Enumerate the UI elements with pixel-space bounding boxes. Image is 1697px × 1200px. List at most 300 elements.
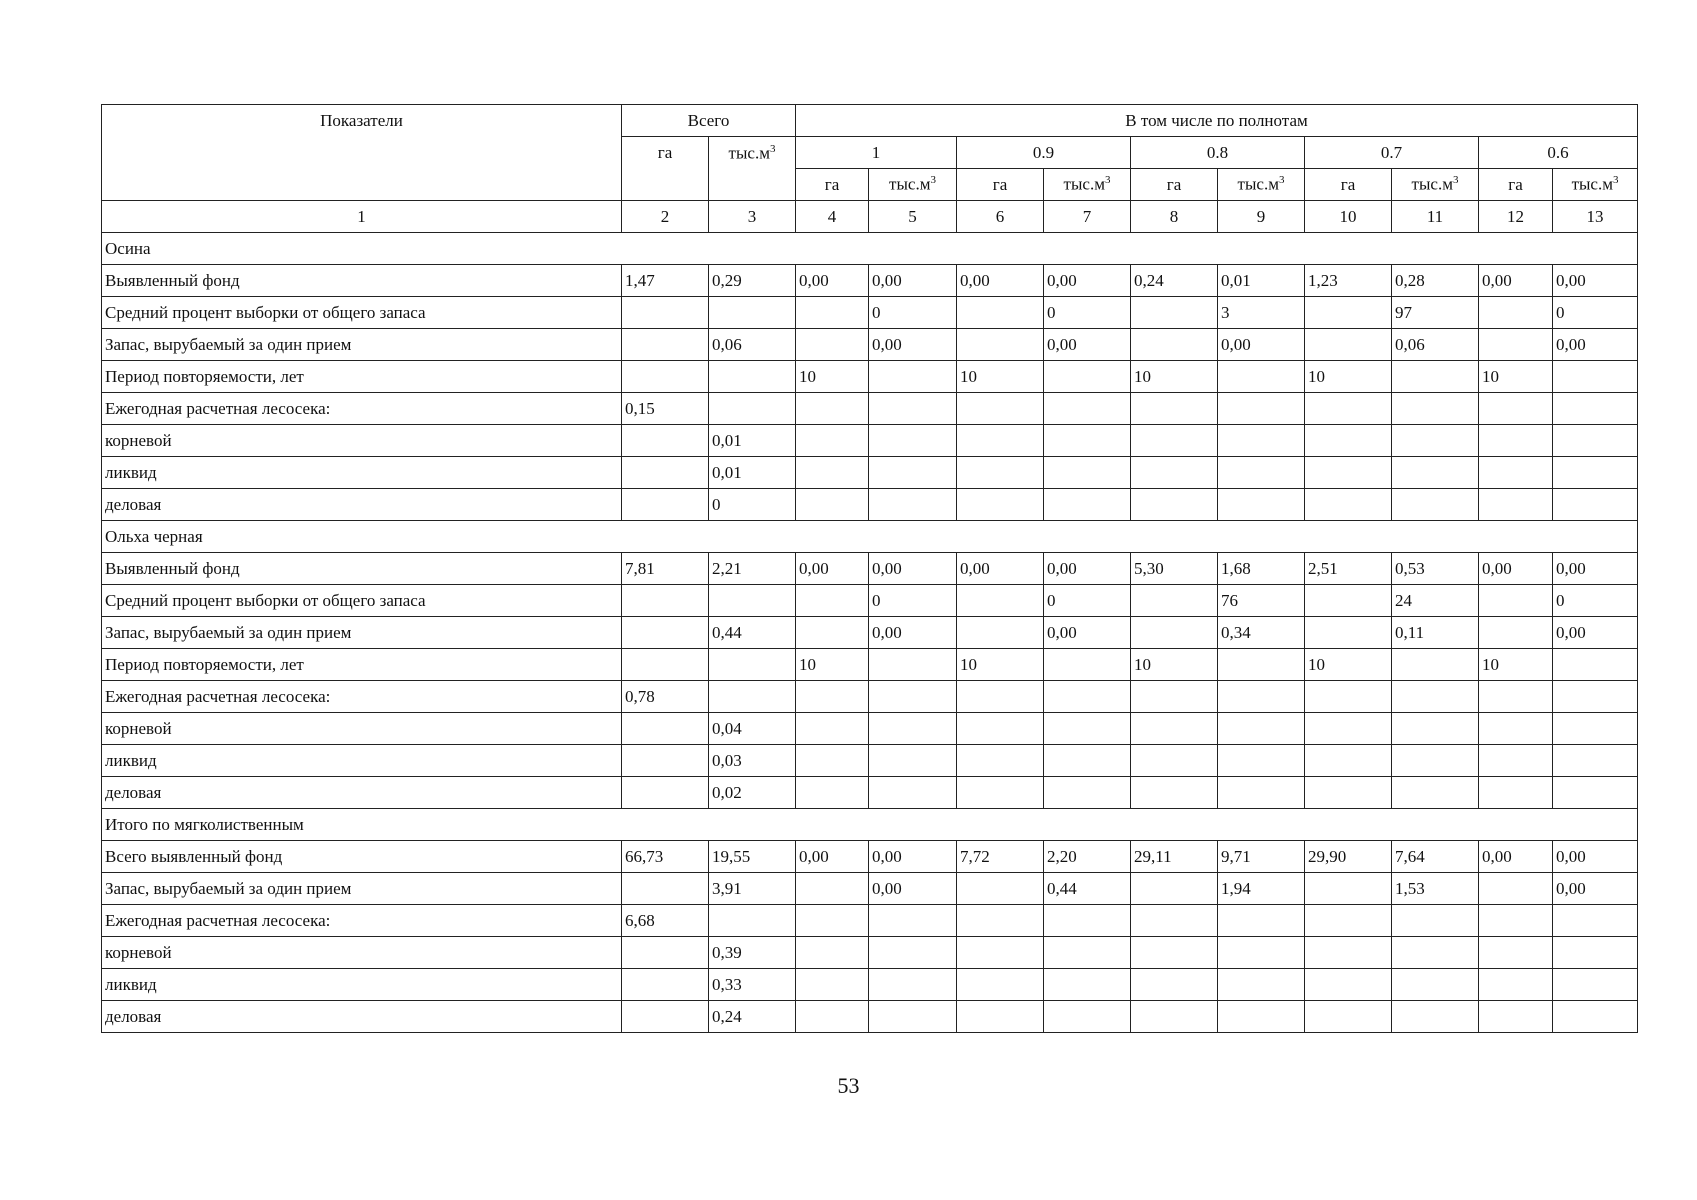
header-indicators: Показатели: [102, 105, 622, 201]
table-cell: 0,01: [1218, 265, 1305, 297]
table-cell: [1305, 937, 1392, 969]
table-cell: [1479, 681, 1553, 713]
table-cell: [1392, 457, 1479, 489]
table-cell: 1,23: [1305, 265, 1392, 297]
table-cell: [1479, 457, 1553, 489]
table-cell: [1553, 745, 1638, 777]
table-cell: [1218, 393, 1305, 425]
unit-vol: $тыс.м^3$: [1044, 169, 1131, 201]
table-cell: [1131, 585, 1218, 617]
table-cell: [1553, 457, 1638, 489]
table-cell: [1305, 393, 1392, 425]
table-cell: [1044, 489, 1131, 521]
table-cell: [709, 649, 796, 681]
table-row: [102, 361, 1638, 393]
table-cell: [1553, 361, 1638, 393]
table-cell: [1479, 905, 1553, 937]
table-cell: [709, 393, 796, 425]
table-cell: 7,72: [957, 841, 1044, 873]
table-cell: [869, 489, 957, 521]
table-cell: [1218, 361, 1305, 393]
table-cell: [1218, 777, 1305, 809]
row-label: Выявленный фонд: [102, 265, 622, 297]
section-row: [102, 521, 1638, 553]
table-cell: [796, 937, 869, 969]
table-cell: [1479, 393, 1553, 425]
table-cell: [1044, 649, 1131, 681]
table-cell: [622, 489, 709, 521]
table-cell: 29,11: [1131, 841, 1218, 873]
unit-vol: $тыс.м^3$: [869, 169, 957, 201]
table-cell: 0: [1553, 297, 1638, 329]
table-cell: [1305, 585, 1392, 617]
table-cell: [1392, 777, 1479, 809]
table-cell: 3,91: [709, 873, 796, 905]
table-cell: 0,00: [1553, 841, 1638, 873]
table-cell: 0,33: [709, 969, 796, 1001]
table-cell: [1392, 969, 1479, 1001]
table-cell: [622, 777, 709, 809]
table-row: [102, 553, 1638, 585]
table-cell: [1131, 425, 1218, 457]
row-label: Ежегодная расчетная лесосека:: [102, 393, 622, 425]
section-row: [102, 233, 1638, 265]
table-cell: [796, 745, 869, 777]
row-label: Средний процент выборки от общего запаса: [102, 297, 622, 329]
table-cell: [1305, 713, 1392, 745]
row-label: деловая: [102, 489, 622, 521]
table-row: [102, 873, 1638, 905]
unit-ha: га: [957, 169, 1044, 201]
table-cell: [796, 329, 869, 361]
table-cell: 0,44: [1044, 873, 1131, 905]
table-cell: [957, 681, 1044, 713]
table-cell: [1553, 681, 1638, 713]
table-cell: [796, 489, 869, 521]
table-cell: [1479, 777, 1553, 809]
table-cell: [1392, 649, 1479, 681]
table-cell: [869, 457, 957, 489]
table-cell: [1218, 713, 1305, 745]
table-cell: 0: [1044, 585, 1131, 617]
column-number: 2: [622, 201, 709, 233]
table-cell: [1553, 713, 1638, 745]
table-cell: [1218, 937, 1305, 969]
table-cell: [1305, 297, 1392, 329]
table-cell: 10: [1305, 649, 1392, 681]
table-row: [102, 1001, 1638, 1033]
table-cell: [957, 617, 1044, 649]
table-row: [102, 297, 1638, 329]
row-label: ликвид: [102, 969, 622, 1001]
table-cell: [869, 969, 957, 1001]
table-row: [102, 841, 1638, 873]
table-cell: [957, 969, 1044, 1001]
table-cell: [709, 361, 796, 393]
table-cell: 0: [869, 585, 957, 617]
table-cell: [1553, 649, 1638, 681]
table-cell: [796, 681, 869, 713]
table-cell: [1479, 329, 1553, 361]
table-cell: 0,00: [869, 873, 957, 905]
header-row-numbers: [102, 201, 1638, 233]
header-density-0-7: 0.7: [1305, 137, 1479, 169]
table-cell: [1305, 489, 1392, 521]
table-cell: 10: [957, 649, 1044, 681]
row-label: корневой: [102, 425, 622, 457]
table-row: [102, 713, 1638, 745]
table-row: [102, 905, 1638, 937]
table-cell: 10: [796, 649, 869, 681]
table-cell: [869, 681, 957, 713]
column-number: 9: [1218, 201, 1305, 233]
table-row: [102, 617, 1638, 649]
table-cell: 76: [1218, 585, 1305, 617]
table-cell: [869, 361, 957, 393]
table-cell: [1044, 361, 1131, 393]
table-cell: [1044, 745, 1131, 777]
table-cell: [1305, 1001, 1392, 1033]
table-row: [102, 265, 1638, 297]
row-label: Ежегодная расчетная лесосека:: [102, 681, 622, 713]
table-cell: [869, 905, 957, 937]
table-cell: [709, 681, 796, 713]
table-cell: 0,53: [1392, 553, 1479, 585]
table-cell: 0,00: [1553, 617, 1638, 649]
table-cell: 7,64: [1392, 841, 1479, 873]
table-cell: [957, 1001, 1044, 1033]
table-cell: 0,01: [709, 425, 796, 457]
table-cell: [1305, 329, 1392, 361]
table-cell: [1044, 393, 1131, 425]
table-cell: [1553, 1001, 1638, 1033]
table-cell: [869, 425, 957, 457]
table-cell: [796, 905, 869, 937]
page-number: 53: [837, 1073, 860, 1098]
table-cell: 7,81: [622, 553, 709, 585]
table-cell: [1553, 937, 1638, 969]
section-title: Осина: [102, 233, 1638, 265]
table-cell: 0,00: [796, 265, 869, 297]
table-cell: [957, 393, 1044, 425]
table-cell: [796, 777, 869, 809]
table-row: [102, 777, 1638, 809]
table-cell: [1044, 905, 1131, 937]
table-cell: 0,00: [869, 265, 957, 297]
table-cell: 24: [1392, 585, 1479, 617]
table-header: [102, 105, 1638, 233]
table-cell: [1218, 489, 1305, 521]
table-cell: [1479, 745, 1553, 777]
table-cell: 10: [1479, 361, 1553, 393]
table-cell: 0: [1044, 297, 1131, 329]
table-cell: [709, 585, 796, 617]
table-row: [102, 329, 1638, 361]
table-cell: [796, 393, 869, 425]
table-cell: [1305, 873, 1392, 905]
column-number: 11: [1392, 201, 1479, 233]
table-cell: [622, 361, 709, 393]
unit-ha: га: [1131, 169, 1218, 201]
table-cell: [1305, 681, 1392, 713]
table-cell: [796, 297, 869, 329]
section-row: [102, 809, 1638, 841]
table-cell: [957, 937, 1044, 969]
table-row: [102, 649, 1638, 681]
table-cell: [622, 329, 709, 361]
table-row: [102, 393, 1638, 425]
table-cell: 10: [1131, 361, 1218, 393]
table-cell: [1479, 873, 1553, 905]
table-cell: 0,00: [1044, 553, 1131, 585]
row-label: Запас, вырубаемый за один прием: [102, 873, 622, 905]
table-cell: [1044, 457, 1131, 489]
table-cell: [1553, 969, 1638, 1001]
table-cell: 0,44: [709, 617, 796, 649]
table-cell: [1131, 489, 1218, 521]
table-cell: 1,53: [1392, 873, 1479, 905]
row-label: Период повторяемости, лет: [102, 361, 622, 393]
row-label: ликвид: [102, 457, 622, 489]
header-density-0-8: 0.8: [1131, 137, 1305, 169]
table-row: [102, 457, 1638, 489]
table-row: [102, 937, 1638, 969]
table-cell: [1131, 937, 1218, 969]
table-cell: [1131, 713, 1218, 745]
table-cell: [1392, 393, 1479, 425]
column-number: 10: [1305, 201, 1392, 233]
row-label: Запас, вырубаемый за один прием: [102, 329, 622, 361]
row-label: Всего выявленный фонд: [102, 841, 622, 873]
table-cell: [1479, 713, 1553, 745]
table-cell: [1044, 425, 1131, 457]
table-cell: [1392, 489, 1479, 521]
table-cell: 0,00: [1044, 265, 1131, 297]
column-number: 7: [1044, 201, 1131, 233]
table-cell: [622, 297, 709, 329]
table-cell: 0,00: [869, 617, 957, 649]
table-cell: [1479, 1001, 1553, 1033]
table-cell: [869, 777, 957, 809]
table-cell: 0,00: [796, 553, 869, 585]
table-cell: 0,00: [869, 553, 957, 585]
table-cell: [1479, 617, 1553, 649]
table-cell: [1218, 1001, 1305, 1033]
table-body: [102, 233, 1638, 1033]
table-cell: [957, 425, 1044, 457]
table-cell: [1131, 745, 1218, 777]
table-cell: [869, 649, 957, 681]
table-cell: [957, 489, 1044, 521]
table-cell: [622, 713, 709, 745]
table-cell: [1218, 649, 1305, 681]
table-cell: 0,00: [957, 553, 1044, 585]
table-cell: [1218, 425, 1305, 457]
row-label: Период повторяемости, лет: [102, 649, 622, 681]
table-cell: [1392, 361, 1479, 393]
table-cell: [1131, 905, 1218, 937]
row-label: деловая: [102, 1001, 622, 1033]
table-cell: 3: [1218, 297, 1305, 329]
table-cell: [1392, 425, 1479, 457]
header-by-density: В том числе по полнотам: [796, 105, 1638, 137]
row-label: корневой: [102, 713, 622, 745]
table-cell: [1131, 1001, 1218, 1033]
table-cell: 0,06: [709, 329, 796, 361]
table-cell: 10: [1479, 649, 1553, 681]
table-cell: [1131, 457, 1218, 489]
header-density-0-9: 0.9: [957, 137, 1131, 169]
table-row: [102, 681, 1638, 713]
table-row: [102, 585, 1638, 617]
table-cell: 2,51: [1305, 553, 1392, 585]
table-cell: [1131, 969, 1218, 1001]
table-cell: 0,15: [622, 393, 709, 425]
table-cell: 1,68: [1218, 553, 1305, 585]
table-cell: [622, 873, 709, 905]
table-cell: [1218, 681, 1305, 713]
table-cell: [1392, 713, 1479, 745]
table-cell: [796, 969, 869, 1001]
table-cell: [796, 617, 869, 649]
table-cell: [1131, 393, 1218, 425]
table-cell: [1131, 297, 1218, 329]
column-number: 13: [1553, 201, 1638, 233]
header-row-1: [102, 105, 1638, 137]
table-cell: [796, 713, 869, 745]
table-cell: 0,24: [709, 1001, 796, 1033]
table-cell: 0,00: [869, 329, 957, 361]
table-cell: [1131, 873, 1218, 905]
table-cell: 0,00: [1553, 873, 1638, 905]
table-cell: [1131, 777, 1218, 809]
unit-ha: га: [1479, 169, 1553, 201]
table-cell: [957, 585, 1044, 617]
table-cell: [622, 617, 709, 649]
table-cell: [1218, 457, 1305, 489]
table-cell: 0: [1553, 585, 1638, 617]
table-cell: [1392, 745, 1479, 777]
table-cell: [1392, 1001, 1479, 1033]
table-cell: [622, 585, 709, 617]
row-label: Ежегодная расчетная лесосека:: [102, 905, 622, 937]
table-cell: [1131, 329, 1218, 361]
table-cell: [1044, 713, 1131, 745]
table-cell: [1479, 425, 1553, 457]
table-cell: 0,00: [1479, 553, 1553, 585]
table-cell: [1305, 777, 1392, 809]
table-cell: 0,34: [1218, 617, 1305, 649]
table-cell: 0,00: [1044, 329, 1131, 361]
table-cell: [622, 425, 709, 457]
column-number: 8: [1131, 201, 1218, 233]
row-label: Выявленный фонд: [102, 553, 622, 585]
table-cell: [957, 457, 1044, 489]
table-cell: 1,94: [1218, 873, 1305, 905]
table-cell: [957, 297, 1044, 329]
table-cell: [622, 745, 709, 777]
section-title: Итого по мягколиственным: [102, 809, 1638, 841]
table-cell: [622, 937, 709, 969]
table-cell: [957, 329, 1044, 361]
table-cell: 0,00: [1553, 265, 1638, 297]
column-number: 4: [796, 201, 869, 233]
column-number: 6: [957, 201, 1044, 233]
table-cell: [1305, 905, 1392, 937]
table-cell: [869, 713, 957, 745]
table-cell: 0,00: [1479, 841, 1553, 873]
table-cell: [1479, 489, 1553, 521]
unit-vol: $тыс.м^3$: [1392, 169, 1479, 201]
table-cell: [1392, 905, 1479, 937]
table-cell: [796, 457, 869, 489]
table-cell: 0,78: [622, 681, 709, 713]
table-cell: [796, 585, 869, 617]
table-cell: 0,00: [1553, 329, 1638, 361]
table-cell: [796, 425, 869, 457]
unit-vol: $тыс.м^3$: [1553, 169, 1638, 201]
table-cell: 0,00: [1553, 553, 1638, 585]
table-cell: 19,55: [709, 841, 796, 873]
table-cell: [1131, 681, 1218, 713]
table-row: [102, 745, 1638, 777]
table-cell: [622, 457, 709, 489]
unit-ha: га: [1305, 169, 1392, 201]
table-cell: [1305, 745, 1392, 777]
table-cell: [957, 873, 1044, 905]
table-cell: [1553, 425, 1638, 457]
unit-ha: га: [796, 169, 869, 201]
table-cell: 10: [957, 361, 1044, 393]
table-row: [102, 969, 1638, 1001]
column-number: 3: [709, 201, 796, 233]
header-total-ha: га: [622, 137, 709, 201]
table-cell: [1479, 969, 1553, 1001]
table-cell: [869, 1001, 957, 1033]
table-cell: [796, 873, 869, 905]
data-table: [101, 104, 1638, 1033]
table-cell: 6,68: [622, 905, 709, 937]
table-cell: [869, 745, 957, 777]
table-cell: [1218, 969, 1305, 1001]
table-cell: [709, 297, 796, 329]
table-cell: [622, 1001, 709, 1033]
table-cell: 0,00: [1218, 329, 1305, 361]
table-cell: [1392, 937, 1479, 969]
table-cell: 0: [869, 297, 957, 329]
table-cell: [622, 969, 709, 1001]
table-cell: [957, 713, 1044, 745]
table-cell: 29,90: [1305, 841, 1392, 873]
table-cell: 0,03: [709, 745, 796, 777]
table-cell: [1553, 489, 1638, 521]
column-number: 1: [102, 201, 622, 233]
section-title: Ольха черная: [102, 521, 1638, 553]
table-cell: [1553, 905, 1638, 937]
column-number: 5: [869, 201, 957, 233]
header-total-vol: $тыс.м^3$: [709, 137, 796, 201]
table-cell: [1044, 777, 1131, 809]
column-number: 12: [1479, 201, 1553, 233]
table-cell: [1044, 1001, 1131, 1033]
table-cell: [1305, 425, 1392, 457]
header-density-0-6: 0.6: [1479, 137, 1638, 169]
table-cell: 0,24: [1131, 265, 1218, 297]
table-cell: [869, 393, 957, 425]
table-cell: 9,71: [1218, 841, 1305, 873]
table-cell: [1218, 745, 1305, 777]
table-cell: [1479, 937, 1553, 969]
